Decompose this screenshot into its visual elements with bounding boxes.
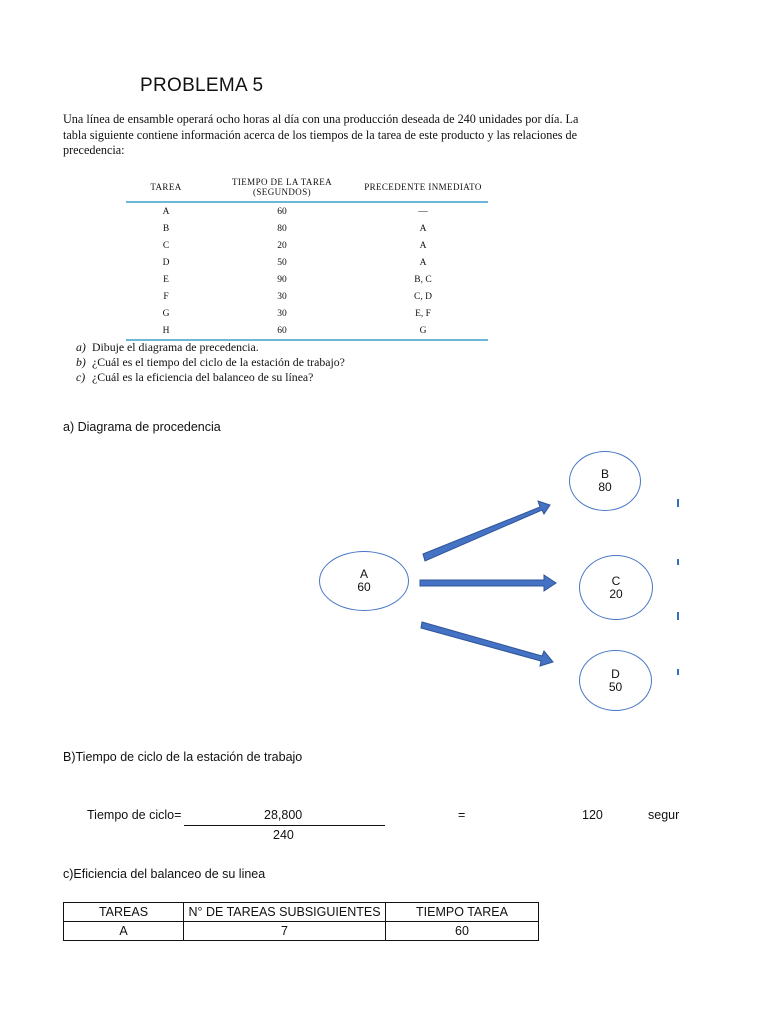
cycle-result: 120 [582, 808, 603, 822]
cycle-label: Tiempo de ciclo= [87, 808, 182, 822]
task-cell: G [162, 308, 170, 319]
eff-cell-subsiguientes: 7 [184, 922, 386, 941]
eff-cell-tarea: A [64, 922, 184, 941]
question-c: c) ¿Cuál es la eficiencia del balanceo de su línea? [76, 370, 314, 384]
precedent-cell: A [419, 240, 427, 251]
eff-cell-tiempo: 60 [386, 922, 539, 941]
header-precedente: PRECEDENTE INMEDIATO [358, 175, 488, 202]
time-cell: 80 [277, 223, 287, 234]
time-cell: 30 [277, 291, 287, 302]
table-row [64, 922, 539, 941]
time-cell: 50 [277, 257, 287, 268]
arrow-stub [677, 612, 679, 620]
time-cell: 60 [206, 322, 358, 340]
question-a: a) Dibuje el diagrama de precedencia. [76, 340, 259, 354]
task-cell: E [163, 274, 169, 285]
section-b-heading: B)Tiempo de ciclo de la estación de trabajo [63, 750, 303, 764]
question-b: b) ¿Cuál es el tiempo del ciclo de la estación de trabajo? [76, 355, 345, 369]
efficiency-table [63, 902, 539, 941]
time-cell: 90 [277, 274, 287, 285]
page-title: PROBLEMA 5 [140, 75, 264, 96]
arrow-stub [677, 499, 679, 507]
task-cell: F [163, 291, 169, 302]
time-cell: 20 [277, 240, 287, 251]
arrow-stub [677, 669, 679, 675]
fraction-line [184, 825, 385, 826]
precedent-cell: G [358, 322, 488, 340]
arrow-stub [677, 559, 679, 565]
precedent-cell: C, D [414, 291, 432, 302]
cycle-unit: segur [648, 808, 680, 822]
time-cell: 30 [277, 308, 287, 319]
node-b: B 80 [569, 451, 641, 511]
precedent-cell: A [419, 257, 427, 268]
section-c-heading: c)Eficiencia del balanceo de su linea [63, 867, 266, 881]
precedent-cell: B, C [414, 274, 432, 285]
eff-header-tareas: TAREAS [64, 903, 184, 922]
arrow-a-d [421, 622, 553, 666]
precedent-cell: — [418, 206, 428, 217]
precedent-cell: A [419, 223, 427, 234]
header-tiempo: TIEMPO DE LA TAREA (SEGUNDOS) [206, 175, 358, 202]
precedent-cell: E, F [415, 308, 431, 319]
cycle-equals: = [458, 808, 466, 822]
header-tarea: TAREA [126, 175, 206, 202]
arrow-a-c [420, 575, 556, 591]
cycle-numerator: 28,800 [264, 808, 303, 822]
task-cell: H [126, 322, 206, 340]
section-a-heading: a) Diagrama de procedencia [63, 420, 221, 434]
task-cell: B [162, 223, 170, 234]
eff-header-subsiguientes: N° DE TAREAS SUBSIGUIENTES [184, 903, 386, 922]
node-a: A 60 [319, 551, 409, 611]
arrow-a-b [423, 501, 550, 561]
node-d: D 50 [579, 650, 652, 711]
node-c: C 20 [579, 555, 653, 620]
task-cell: A [162, 206, 170, 217]
problem-statement: Una línea de ensamble operará ocho horas al día con una producción deseada de 240 unidades por día. La tabla siguiente contiene información acerca de los tiempos de la tarea de este producto y las relaciones de precedencia: [63, 112, 579, 157]
cycle-denominator: 240 [273, 828, 294, 842]
eff-header-tiempo: TIEMPO TAREA [386, 903, 539, 922]
time-cell: 60 [277, 206, 287, 217]
task-cell: D [162, 257, 170, 268]
task-cell: C [162, 240, 170, 251]
